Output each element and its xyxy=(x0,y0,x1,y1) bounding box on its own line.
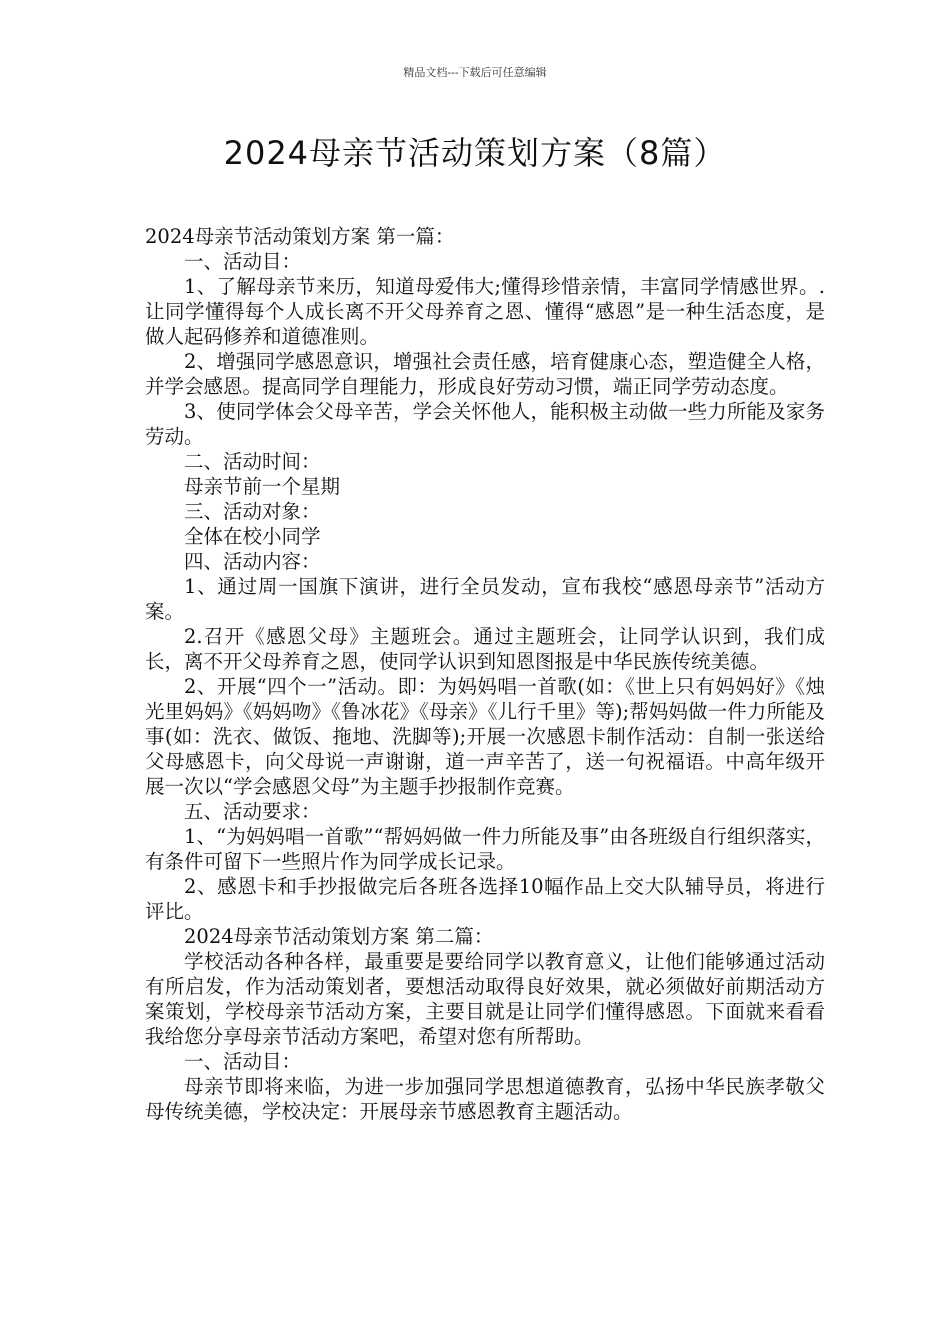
paragraph: 一、活动目： xyxy=(184,1050,302,1073)
paragraph: 全体在校小同学 xyxy=(184,525,321,548)
paragraph: 母亲节即将来临，为进一步加强同学思想道德教育，弘扬中华民族孝敬父母传统美德，学校决定：开展母亲节感恩教育主题活动。 xyxy=(145,1075,825,1123)
paragraph: 1、了解母亲节来历，知道母爱伟大;懂得珍惜亲情，丰富同学情感世界。.让同学懂得每个人成长离不开父母养育之恩、懂得“感恩”是一种生活态度，是做人起码修养和道德准则。 xyxy=(145,275,825,348)
paragraph: 二、活动时间： xyxy=(184,450,321,473)
paragraph: 四、活动内容： xyxy=(184,550,321,573)
paragraph: 1、通过周一国旗下演讲，进行全员发动，宣布我校“感恩母亲节”活动方案。 xyxy=(145,575,825,623)
paragraph: 3、使同学体会父母辛苦，学会关怀他人，能积极主动做一些力所能及家务劳动。 xyxy=(145,400,825,448)
header-note: 精品文档---下载后可任意编辑 xyxy=(403,66,547,79)
paragraph: 2.召开《感恩父母》主题班会。通过主题班会，让同学认识到，我们成长，离不开父母养育之恩，使同学认识到知恩图报是中华民族传统美德。 xyxy=(145,625,825,673)
paragraph: 2024母亲节活动策划方案 第一篇： xyxy=(145,225,455,248)
document-title: 2024母亲节活动策划方案（8篇） xyxy=(223,134,727,172)
paragraph: 三、活动对象： xyxy=(184,500,321,523)
paragraph: 母亲节前一个星期 xyxy=(184,475,341,498)
paragraph: 2、开展“四个一”活动。即：为妈妈唱一首歌(如：《世上只有妈妈好》《烛光里妈妈》《妈妈吻》《鲁冰花》《母亲》《儿行千里》等);帮妈妈做一件力所能及事(如：洗衣、做饭、拖地、洗脚等);开展一次感恩卡制作活动：自制一张送给父母感恩卡，向父母说一声谢谢，道一声辛苦了，送一句祝福语。中高年级开展一次以“学会感恩父母”为主题手抄报制作竞赛。 xyxy=(145,675,825,798)
paragraph: 一、活动目： xyxy=(184,250,302,273)
paragraph: 2024母亲节活动策划方案 第二篇： xyxy=(184,925,494,948)
paragraph: 五、活动要求： xyxy=(184,800,321,823)
paragraph: 2、增强同学感恩意识，增强社会责任感，培育健康心态，塑造健全人格，并学会感恩。提高同学自理能力，形成良好劳动习惯，端正同学劳动态度。 xyxy=(145,350,825,398)
paragraph: 1、“为妈妈唱一首歌”“帮妈妈做一件力所能及事”由各班级自行组织落实，有条件可留下一些照片作为同学成长记录。 xyxy=(145,825,825,873)
paragraph: 学校活动各种各样，最重要是要给同学以教育意义，让他们能够通过活动有所启发，作为活动策划者，要想活动取得良好效果，就必须做好前期活动方案策划，学校母亲节活动方案，主要目就是让同学们懂得感恩。下面就来看看我给您分享母亲节活动方案吧，希望对您有所帮助。 xyxy=(145,950,825,1048)
paragraph: 2、感恩卡和手抄报做完后各班各选择10幅作品上交大队辅导员，将进行评比。 xyxy=(145,875,825,923)
document-body xyxy=(145,224,825,1124)
